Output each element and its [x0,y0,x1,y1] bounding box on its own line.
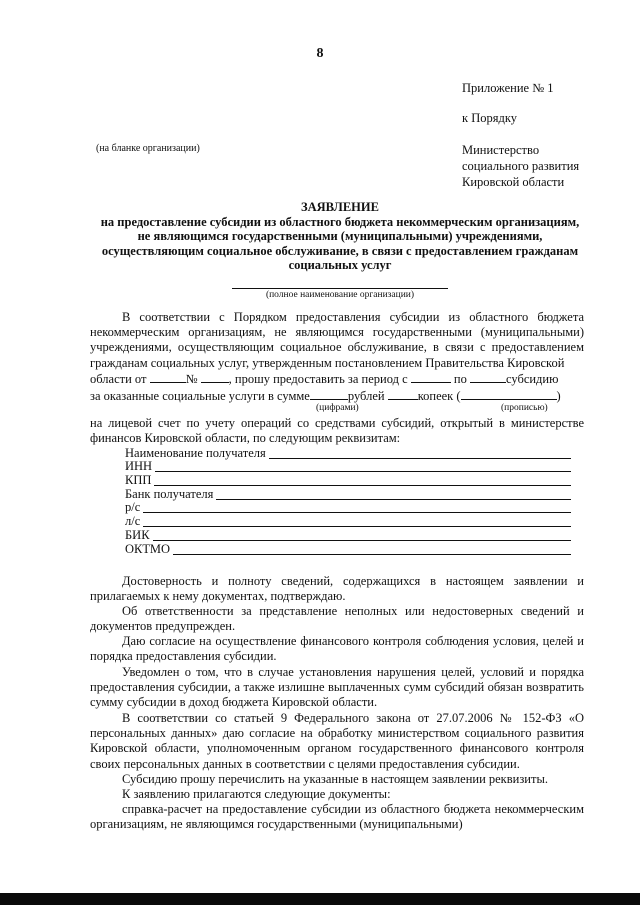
rubles-field[interactable] [310,388,348,400]
statement-control-consent: Даю согласие на осуществление финансового контроля соблюдения условия, целей и порядка предоставления субсидии. [90,634,584,664]
resolution-number-field[interactable] [201,371,229,383]
requisite-row-bik [125,529,571,543]
organization-name-caption: (полное наименование организации) [265,290,415,300]
period-to-field[interactable] [470,371,506,383]
requisite-label: ОКТМО [125,541,170,556]
amount-line [90,388,584,404]
requisite-label: Наименование получателя [125,445,266,460]
period-line [90,371,584,387]
requisite-field[interactable] [153,530,571,541]
account-paragraph: на лицевой счет по учету операций со средствами субсидий, открытый в министерстве финансов Кировской области, по следующим реквизитам: [90,416,584,446]
requisite-row-inn [125,461,571,475]
page-number: 8 [316,46,324,61]
kopecks-label: копеек ( [417,389,461,403]
title-line-2: не являющимся государственными (муниципальными) учреждениями, [137,229,543,244]
requisite-label: КПП [125,473,152,488]
request-text: , прошу предоставить за период с [228,372,408,386]
document-title [84,200,596,273]
requisite-field[interactable] [154,475,571,486]
statement-personal-data: В соответствии со статьей 9 Федерального закона от 27.07.2006 № 152-ФЗ «О персональных данных» даю согласие на обработку министерством социального развития Кировской области, уполномоченным органом государственного финансового контроля своих персональных данных в соответствии с целями предоставления субсидии. [90,711,584,771]
statement-transfer: Субсидию прошу перечислить на указанные в настоящем заявлении реквизиты. [122,772,548,786]
period-to-label: по [453,372,467,386]
addressee-block [462,142,579,190]
period-from-field[interactable] [411,371,451,383]
requisites-list [125,447,571,557]
statement-responsibility: Об ответственности за представление неполных или недостоверных сведений и документов предупрежден. [90,604,584,634]
requisite-row-settlement-account [125,502,571,516]
title-heading: ЗАЯВЛЕНИЕ [301,200,379,214]
rubles-label: рублей [347,389,385,403]
requisite-field[interactable] [173,544,571,555]
date-label: области от [90,372,147,386]
requisite-label: Банк получателя [125,486,214,501]
addressee-line-3: Кировской области [462,175,565,189]
addressee-line-2: социального развития [462,159,580,173]
letterhead-note: (на бланке организации) [96,143,200,154]
addressee-line-1: Министерство [462,143,540,157]
attachment-item-calculation: справка-расчет на предоставление субсидии из областного бюджета некоммерческим организациям, не являющимся государственными (муниципальными) [90,802,584,832]
requisite-row-oktmo [125,543,571,557]
scan-edge-bar [0,893,640,905]
statement-accuracy: Достоверность и полноту сведений, содержащихся в настоящем заявлении и прилагаемых к нему документах, подтверждаю. [90,574,584,604]
statement-attachments: К заявлению прилагаются следующие документы: [122,787,391,801]
amount-label: за оказанные социальные услуги в сумме [90,389,310,403]
appendix-procedure-ref: к Порядку [462,111,517,125]
number-label: № [185,372,198,386]
statement-refund-notice: Уведомлен о том, что в случае установления нарушения целей, условий и порядка предоставления субсидии, а также излишне выплаченных сумм субсидий обязан возвратить сумму субсидии в доход бюджета Кировской области. [90,665,584,710]
words-caption: (прописью) [501,403,548,413]
requisite-row-recipient [125,447,571,461]
requisite-label: БИК [125,527,150,542]
requisite-field[interactable] [143,516,571,527]
figures-caption: (цифрами) [316,403,359,413]
subsidy-label: субсидию [505,372,559,386]
closing-paren: ) [556,389,561,403]
requisite-label: р/с [125,500,141,515]
kopecks-field[interactable] [388,388,418,400]
requisite-label: л/с [125,514,141,529]
title-line-4: социальных услуг [288,258,392,273]
amount-in-words-field[interactable] [461,388,557,400]
requisite-field[interactable] [216,489,571,500]
requisite-field[interactable] [155,461,571,472]
appendix-label: Приложение № 1 [462,81,554,95]
title-line-3: осуществляющим социальное обслуживание, в связи с предоставлением гражданам [101,243,579,258]
requisite-field[interactable] [143,502,571,513]
title-line-1: на предоставление субсидии из областного бюджета некоммерческим организациям, [100,214,580,229]
requisite-row-bank [125,488,571,502]
requisite-field[interactable] [269,448,571,459]
application-paragraph: В соответствии с Порядком предоставления субсидии из областного бюджета некоммерческим организациям, не являющимся государственными (муниципальными) учреждениями, осуществляющим социальное обслуживание, в связи с предоставлением гражданам социальных услуг, утвержденным постановлением Правительства Кировской [90,310,584,370]
organization-name-field[interactable] [232,288,448,289]
requisite-label: ИНН [125,459,153,474]
resolution-date-field[interactable] [150,371,186,383]
requisite-row-personal-account [125,515,571,529]
